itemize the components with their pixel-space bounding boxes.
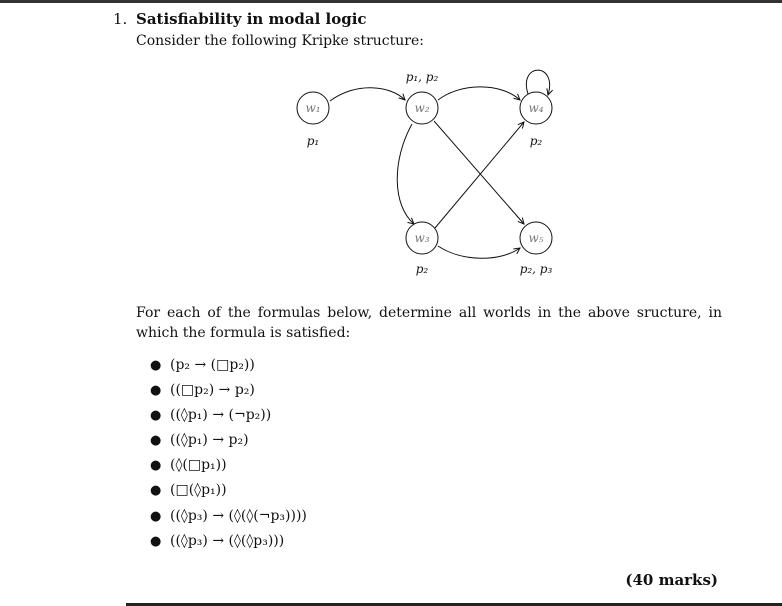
question-intro: Consider the following Kripke structure:: [136, 33, 424, 49]
bullet-icon: ●: [150, 358, 162, 373]
formula-item: [150, 453, 307, 478]
question-title: Satisfiability in modal logic: [136, 10, 367, 28]
world-w1: [297, 92, 329, 124]
bullet-icon: ●: [150, 458, 162, 474]
props-w5: p₂, p₃: [519, 262, 553, 276]
props-w2: p₁, p₂: [405, 70, 439, 84]
world-w5: [520, 222, 552, 254]
formula-text: (p₂ → (□p₂)): [170, 357, 255, 373]
world-w1-label: w₁: [305, 101, 321, 115]
formula-list: [150, 353, 307, 554]
formula-item: [150, 529, 307, 554]
formula-text: ((□p₂) → p₂): [170, 382, 255, 399]
world-w2-label: w₂: [414, 101, 430, 115]
formula-text: ((◊p₃) → (◊(◊p₃))): [170, 532, 285, 549]
formula-text: (□(◊p₁)): [170, 482, 227, 499]
edge-w3-w5: [438, 246, 520, 258]
edge-w2-w3: [397, 124, 414, 224]
world-w2: [406, 92, 438, 124]
world-w4: [520, 92, 552, 124]
edge-w4-w4: [526, 70, 549, 95]
bullet-icon: ●: [150, 508, 162, 524]
props-w3: p₂: [415, 262, 429, 276]
edge-w2-w4: [438, 87, 520, 100]
formula-text: ((◊p₁) → (¬p₂)): [170, 407, 272, 424]
question-number: 1.: [113, 10, 128, 28]
formula-item: [150, 504, 307, 529]
formula-item: [150, 353, 307, 378]
formula-text: ((◊p₃) → (◊(◊(¬p₃)))): [170, 507, 307, 524]
formula-item: [150, 428, 307, 453]
formula-item: [150, 403, 307, 428]
kripke-diagram: [0, 0, 782, 300]
world-w3: [406, 222, 438, 254]
world-w4-label: w₄: [528, 101, 544, 115]
bullet-icon: ●: [150, 533, 162, 549]
edge-w1-w2: [330, 88, 405, 101]
edge-w2-w5: [434, 121, 524, 224]
instruction-text: For each of the formulas below, determine all worlds in the above sructure, in which the formula is satisfied:: [136, 305, 722, 341]
props-w4: p₂: [529, 134, 543, 148]
bullet-icon: ●: [150, 408, 162, 424]
bullet-icon: ●: [150, 383, 162, 399]
formula-text: (◊(□p₁)): [170, 457, 227, 474]
world-w5-label: w₅: [528, 231, 544, 245]
world-w3-label: w₃: [414, 231, 430, 245]
formula-item: [150, 478, 307, 503]
bullet-icon: ●: [150, 483, 162, 499]
formula-text: ((◊p₁) → p₂): [170, 432, 249, 449]
marks-label: (40 marks): [625, 571, 718, 589]
bullet-icon: ●: [150, 433, 162, 449]
formula-item: [150, 378, 307, 403]
props-w1: p₁: [306, 134, 320, 148]
